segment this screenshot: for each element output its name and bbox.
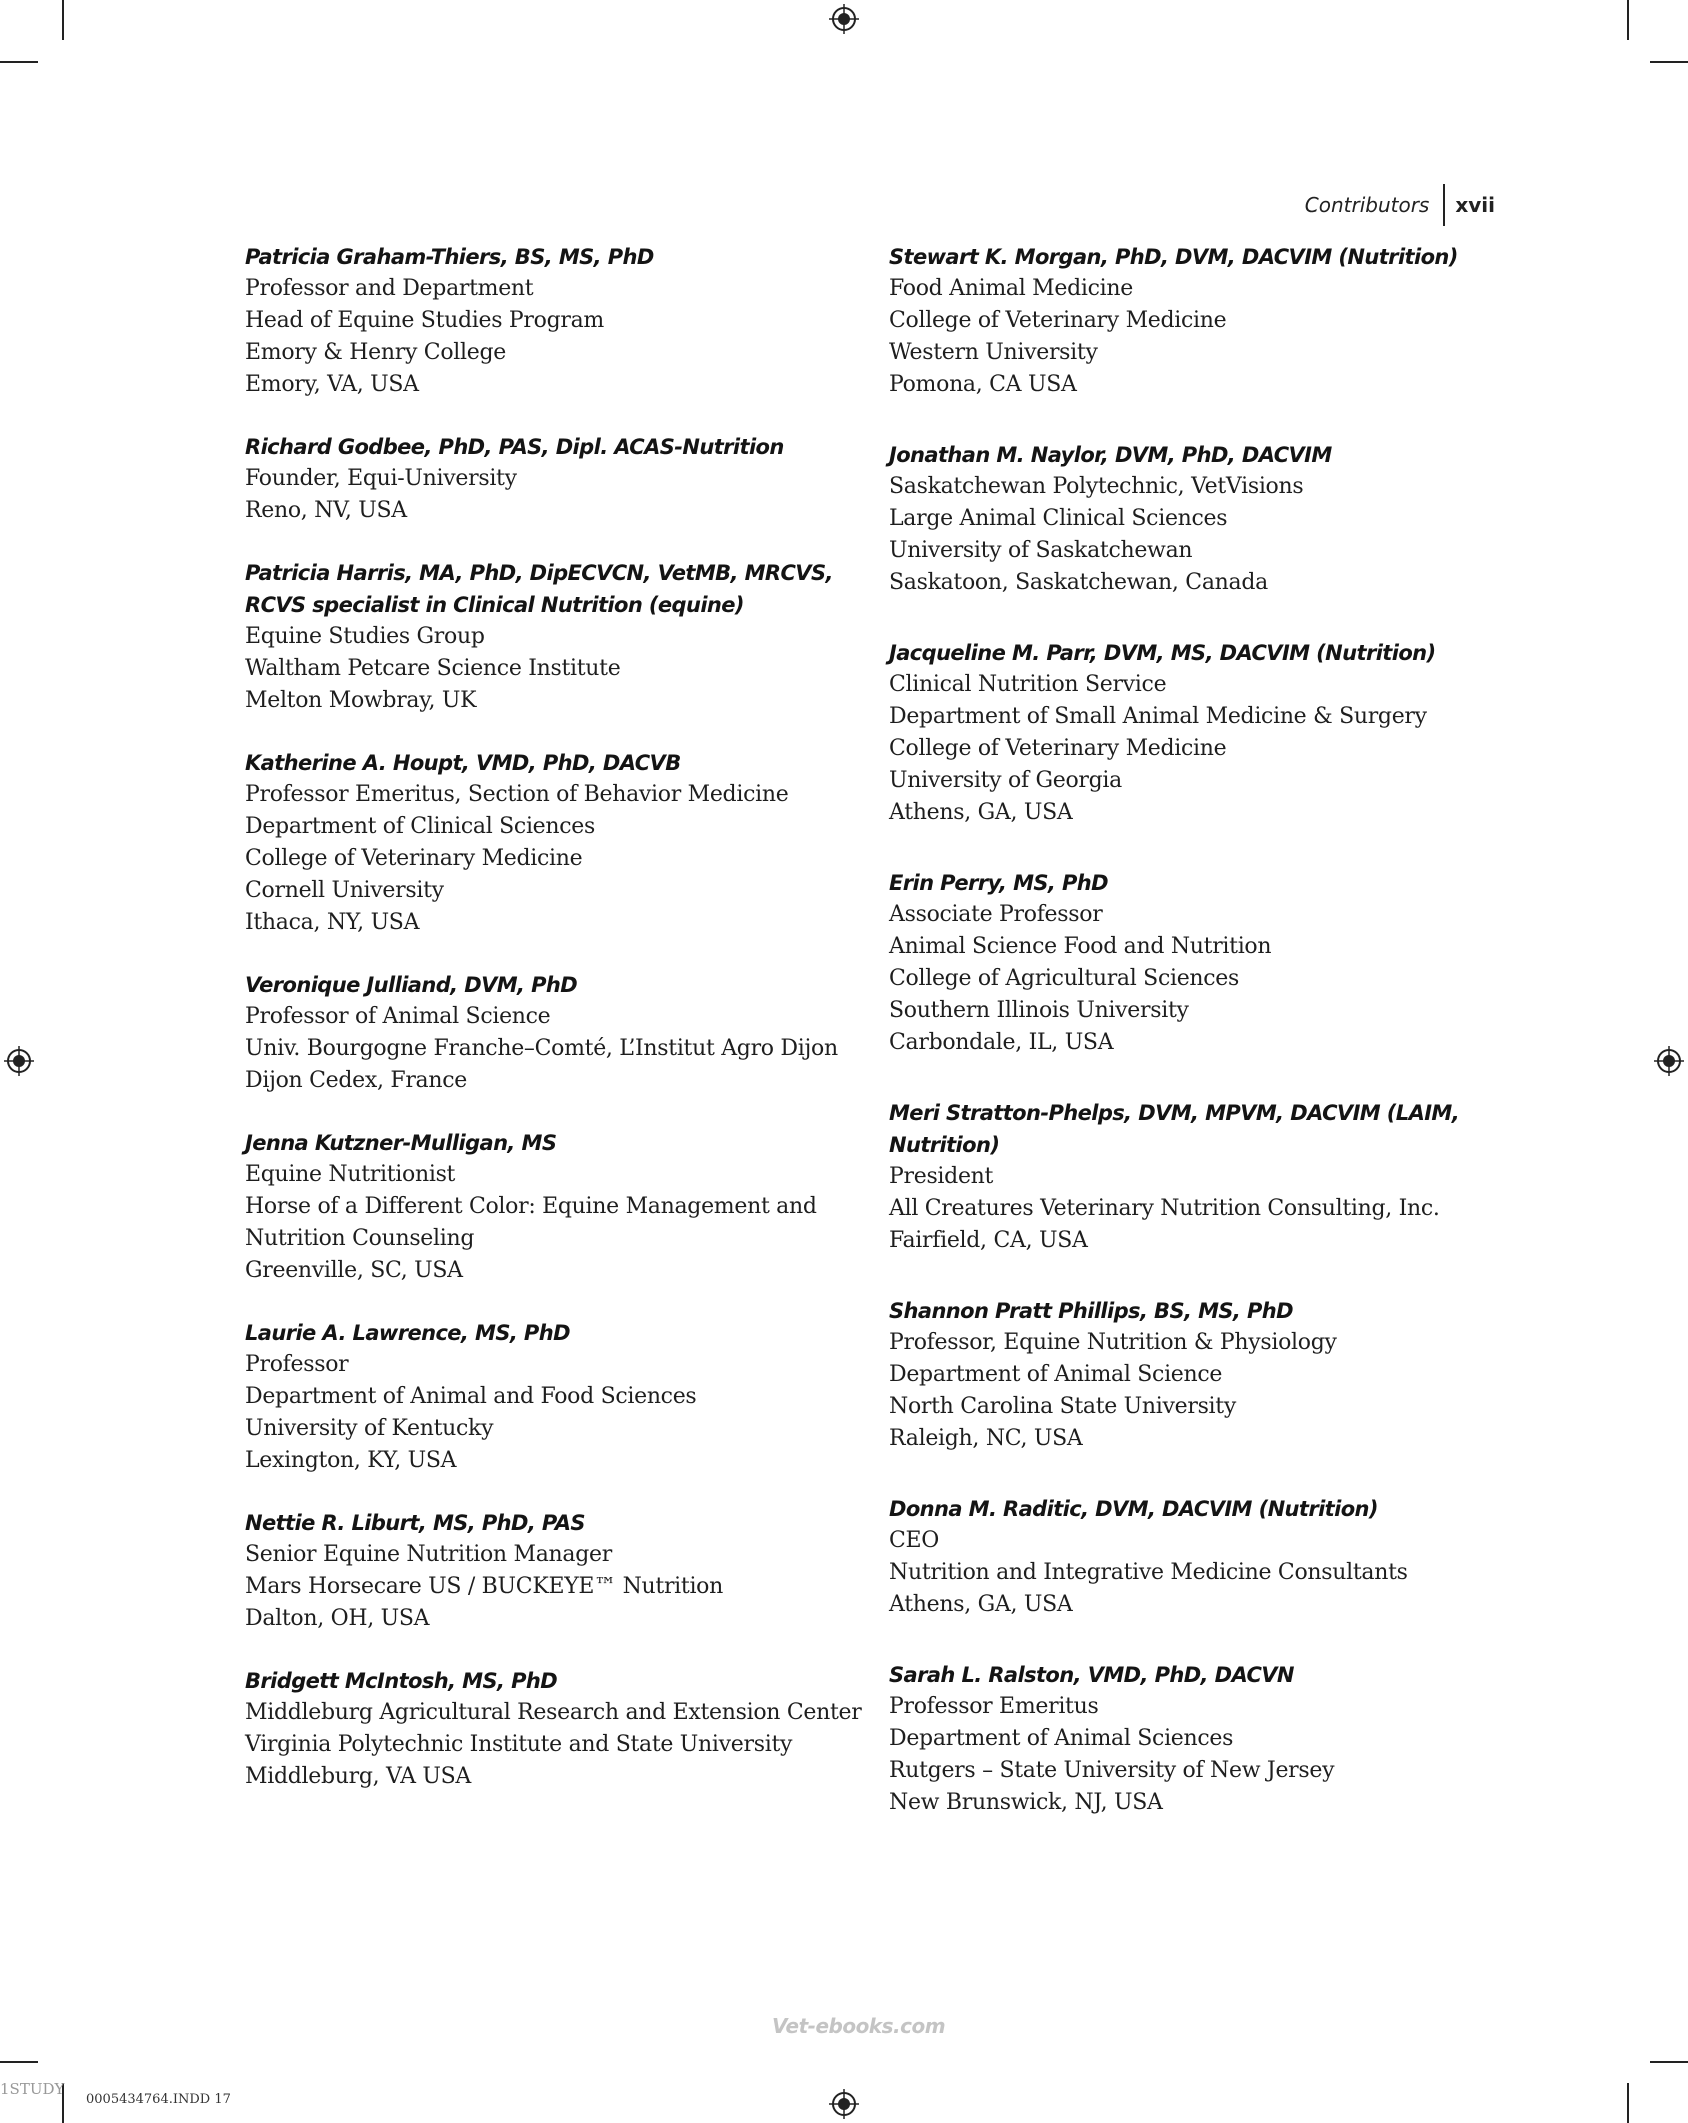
contributor-entry — [245, 1127, 865, 1287]
affiliation-line: Univ. Bourgogne Franche–Comté, L’Institut Agro Dijon — [245, 1036, 838, 1061]
affiliation-line: New Brunswick, NJ, USA — [889, 1790, 1163, 1815]
affiliation-line: College of Veterinary Medicine — [889, 308, 1227, 333]
affiliation-line: Emory, VA, USA — [245, 372, 419, 397]
affiliation-line: Department of Animal Science — [889, 1362, 1223, 1387]
affiliation-line: Nutrition Counseling — [245, 1226, 475, 1251]
affiliation-line: Ithaca, NY, USA — [245, 910, 420, 935]
affiliation-line: Large Animal Clinical Sciences — [889, 506, 1228, 531]
contributor-entry — [245, 747, 865, 939]
affiliation-line: Reno, NV, USA — [245, 498, 407, 523]
affiliation-line: Emory & Henry College — [245, 340, 506, 365]
crop-mark-bottom-right-v — [1627, 2083, 1629, 2123]
affiliation-line: Mars Horsecare US / BUCKEYE™ Nutrition — [245, 1574, 723, 1599]
affiliation-line: Virginia Polytechnic Institute and State University — [245, 1732, 793, 1757]
contributor-name: Bridgett McIntosh, MS, PhD — [245, 1669, 558, 1693]
affiliation-line: Rutgers – State University of New Jersey — [889, 1758, 1335, 1783]
affiliation-line: Professor Emeritus, Section of Behavior Medicine — [245, 782, 789, 807]
affiliation-line: All Creatures Veterinary Nutrition Consulting, Inc. — [889, 1196, 1440, 1221]
affiliation-line: College of Agricultural Sciences — [889, 966, 1240, 991]
affiliation-line: CEO — [889, 1528, 940, 1553]
affiliation-line: Southern Illinois University — [889, 998, 1189, 1023]
affiliation-line: Food Animal Medicine — [889, 276, 1133, 301]
affiliation-line: University of Georgia — [889, 768, 1122, 793]
registration-target-icon — [4, 1046, 34, 1076]
registration-target-icon — [1654, 1046, 1684, 1076]
affiliation-line: Middleburg Agricultural Research and Extension Center — [245, 1700, 862, 1725]
crop-mark-bottom-right-h — [1650, 2061, 1688, 2063]
contributor-entry — [889, 241, 1529, 401]
contributor-name: Laurie A. Lawrence, MS, PhD — [245, 1321, 570, 1345]
affiliation-line: University of Saskatchewan — [889, 538, 1193, 563]
contributor-entry — [245, 431, 865, 527]
registration-target-icon — [829, 2089, 859, 2119]
affiliation-line: Waltham Petcare Science Institute — [245, 656, 621, 681]
contributor-entry — [889, 439, 1529, 599]
affiliation-line: College of Veterinary Medicine — [245, 846, 583, 871]
affiliation-line: Professor of Animal Science — [245, 1004, 551, 1029]
contributor-entry — [245, 557, 865, 717]
affiliation-line: Professor Emeritus — [889, 1694, 1099, 1719]
watermark-logo: Vet-ebooks.com — [772, 2014, 946, 2038]
contributor-name: Donna M. Raditic, DVM, DACVIM (Nutrition) — [889, 1497, 1378, 1521]
crop-mark-top-right-h — [1650, 61, 1688, 63]
contributor-name: Richard Godbee, PhD, PAS, Dipl. ACAS-Nutrition — [245, 435, 784, 459]
registration-target-icon — [829, 4, 859, 34]
affiliation-line: Nutrition and Integrative Medicine Consultants — [889, 1560, 1408, 1585]
contributor-name: Sarah L. Ralston, VMD, PhD, DACVN — [889, 1663, 1294, 1687]
page-number: xvii — [1455, 193, 1495, 217]
affiliation-line: Athens, GA, USA — [889, 800, 1073, 825]
side-slug: 1STUDY — [0, 2080, 65, 2098]
contributor-entry — [245, 241, 865, 401]
affiliation-line: Greenville, SC, USA — [245, 1258, 463, 1283]
contributor-entry — [889, 1295, 1529, 1455]
contributor-name: Stewart K. Morgan, PhD, DVM, DACVIM (Nutrition) — [889, 245, 1458, 269]
affiliation-line: Professor — [245, 1352, 349, 1377]
affiliation-line: Carbondale, IL, USA — [889, 1030, 1114, 1055]
file-slug: 0005434764.INDD 17 — [86, 2092, 231, 2107]
contributor-name: Veronique Julliand, DVM, PhD — [245, 973, 578, 997]
contributor-entry — [889, 867, 1529, 1059]
affiliation-line: Lexington, KY, USA — [245, 1448, 457, 1473]
affiliation-line: Senior Equine Nutrition Manager — [245, 1542, 612, 1567]
affiliation-line: University of Kentucky — [245, 1416, 494, 1441]
contributor-name: Patricia Harris, MA, PhD, DipECVCN, VetMB, MRCVS, RCVS specialist in Clinical Nutrition (equine) — [245, 561, 833, 617]
affiliation-line: North Carolina State University — [889, 1394, 1236, 1419]
affiliation-line: Clinical Nutrition Service — [889, 672, 1167, 697]
affiliation-line: College of Veterinary Medicine — [889, 736, 1227, 761]
contributor-entry — [245, 1507, 865, 1635]
contributors-right-column — [889, 241, 1529, 1857]
crop-mark-top-left-h — [0, 61, 38, 63]
affiliation-line: Department of Clinical Sciences — [245, 814, 596, 839]
contributor-entry — [245, 1665, 865, 1793]
affiliation-line: Western University — [889, 340, 1098, 365]
contributor-entry — [889, 1097, 1529, 1257]
affiliation-line: Equine Studies Group — [245, 624, 485, 649]
affiliation-line: Pomona, CA USA — [889, 372, 1077, 397]
affiliation-line: Department of Animal Sciences — [889, 1726, 1234, 1751]
affiliation-line: Founder, Equi-University — [245, 466, 517, 491]
affiliation-line: Cornell University — [245, 878, 444, 903]
affiliation-line: Melton Mowbray, UK — [245, 688, 477, 713]
contributor-name: Jonathan M. Naylor, DVM, PhD, DACVIM — [889, 443, 1332, 467]
affiliation-line: Raleigh, NC, USA — [889, 1426, 1083, 1451]
contributors-left-column — [245, 241, 865, 1823]
affiliation-line: Associate Professor — [889, 902, 1103, 927]
contributor-entry — [889, 1493, 1529, 1621]
affiliation-line: President — [889, 1164, 994, 1189]
crop-mark-top-right-v — [1627, 0, 1629, 40]
contributor-name: Shannon Pratt Phillips, BS, MS, PhD — [889, 1299, 1293, 1323]
affiliation-line: Professor and Department — [245, 276, 534, 301]
affiliation-line: Dalton, OH, USA — [245, 1606, 430, 1631]
crop-mark-top-left-v — [62, 0, 64, 40]
contributor-name: Patricia Graham-Thiers, BS, MS, PhD — [245, 245, 654, 269]
affiliation-line: Horse of a Different Color: Equine Management and — [245, 1194, 817, 1219]
affiliation-line: Dijon Cedex, France — [245, 1068, 467, 1093]
contributor-entry — [889, 637, 1529, 829]
contributor-name: Nettie R. Liburt, MS, PhD, PAS — [245, 1511, 585, 1535]
contributor-name: Erin Perry, MS, PhD — [889, 871, 1108, 895]
affiliation-line: Department of Animal and Food Sciences — [245, 1384, 697, 1409]
affiliation-line: Animal Science Food and Nutrition — [889, 934, 1272, 959]
affiliation-line: Middleburg, VA USA — [245, 1764, 471, 1789]
affiliation-line: Saskatoon, Saskatchewan, Canada — [889, 570, 1268, 595]
contributor-name: Jacqueline M. Parr, DVM, MS, DACVIM (Nutrition) — [889, 641, 1436, 665]
crop-mark-bottom-left-h — [0, 2061, 38, 2063]
affiliation-line: Department of Small Animal Medicine & Surgery — [889, 704, 1427, 729]
affiliation-line: Equine Nutritionist — [245, 1162, 456, 1187]
contributor-entry — [245, 1317, 865, 1477]
affiliation-line: Head of Equine Studies Program — [245, 308, 604, 333]
affiliation-line: Fairfield, CA, USA — [889, 1228, 1088, 1253]
contributor-entry — [245, 969, 865, 1097]
contributor-entry — [889, 1659, 1529, 1819]
contributor-name: Katherine A. Houpt, VMD, PhD, DACVB — [245, 751, 681, 775]
running-header — [1305, 184, 1495, 226]
contributor-name: Meri Stratton-Phelps, DVM, MPVM, DACVIM (LAIM, Nutrition) — [889, 1101, 1460, 1157]
affiliation-line: Saskatchewan Polytechnic, VetVisions — [889, 474, 1304, 499]
affiliation-line: Athens, GA, USA — [889, 1592, 1073, 1617]
affiliation-line: Professor, Equine Nutrition & Physiology — [889, 1330, 1337, 1355]
contributor-name: Jenna Kutzner-Mulligan, MS — [245, 1131, 557, 1155]
header-section-title: Contributors — [1304, 193, 1430, 217]
